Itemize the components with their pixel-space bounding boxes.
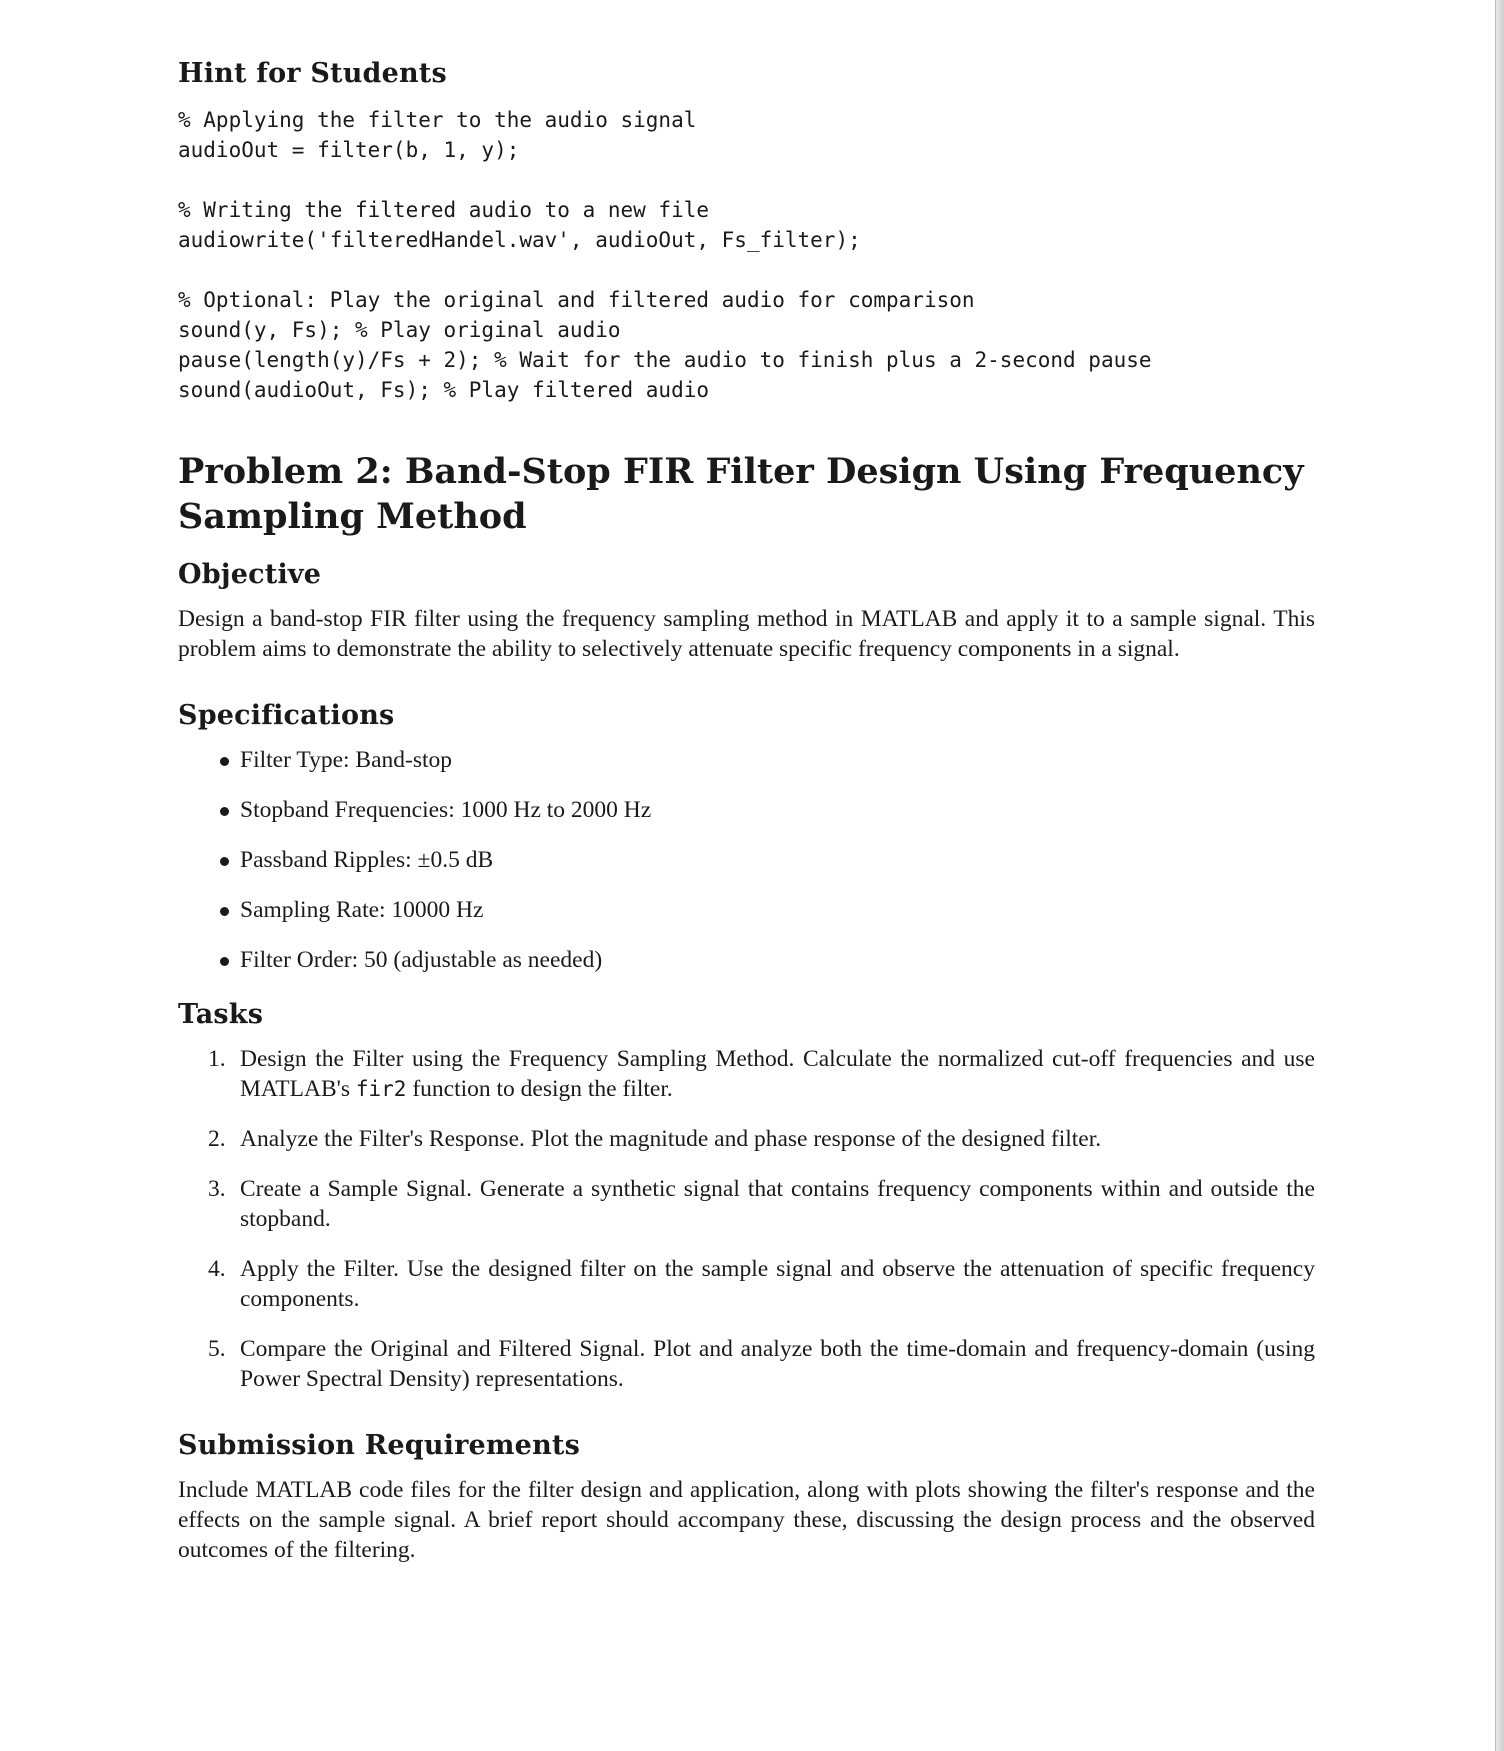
task-item: 1. Design the Filter using the Frequency Sampling Method. Calculate the normalized cut-off frequencies and use MATLAB's fir2 function to design the filter. — [208, 1046, 1315, 1103]
spec-item: Passband Ripples: ±0.5 dB — [178, 845, 1315, 875]
spec-item: Stopband Frequencies: 1000 Hz to 2000 Hz — [178, 795, 1315, 825]
task-item: 5. Compare the Original and Filtered Signal. Plot and analyze both the time-domain and frequency-domain (using Power Spectral Density) representations. — [208, 1336, 1315, 1393]
objective-text: Design a band-stop FIR filter using the frequency sampling method in MATLAB and apply it to a sample signal. This problem aims to demonstrate the ability to selectively attenuate specific frequency components in a signal. — [178, 606, 1315, 663]
hint-heading: Hint for Students — [178, 58, 447, 89]
bullet-icon — [220, 907, 229, 916]
page-content — [178, 56, 1315, 1565]
code-block-playback: % Optional: Play the original and filtered audio for comparison sound(y, Fs); % Play original audio pause(length(y)/Fs + 2); % Wait for the audio to finish plus a 2-second pause sound(audioOut, Fs); % Play filtered audio — [178, 288, 1152, 403]
problem-title: Problem 2: Band-Stop FIR Filter Design Using Frequency Sampling Method — [178, 451, 1304, 538]
specifications-heading: Specifications — [178, 700, 395, 732]
inline-code: fir2 — [355, 1077, 407, 1102]
spec-item: Filter Order: 50 (adjustable as needed) — [178, 945, 1315, 975]
bullet-icon — [220, 857, 229, 866]
submission-text: Include MATLAB code files for the filter design and application, along with plots showing the filter's response and the effects on the sample signal. A brief report should accompany these, discussing the design process and the observed outcomes of the filtering. — [178, 1477, 1315, 1564]
spec-item: Filter Type: Band-stop — [178, 745, 1315, 775]
submission-heading: Submission Requirements — [178, 1430, 580, 1462]
objective-heading: Objective — [178, 559, 322, 591]
code-block-filter: % Applying the filter to the audio signal audioOut = filter(b, 1, y); — [178, 108, 697, 163]
tasks-heading: Tasks — [178, 999, 264, 1031]
code-block-audiowrite: % Writing the filtered audio to a new file audiowrite('filteredHandel.wav', audioOut, Fs_filter); — [178, 198, 861, 253]
task-item: 2. Analyze the Filter's Response. Plot the magnitude and phase response of the designed filter. — [208, 1126, 1102, 1153]
specifications-list — [178, 745, 1315, 975]
bullet-icon — [220, 757, 229, 766]
bullet-icon — [220, 957, 229, 966]
page-edge — [1495, 0, 1504, 1751]
task-item: 4. Apply the Filter. Use the designed filter on the sample signal and observe the attenuation of specific frequency components. — [208, 1256, 1315, 1313]
tasks-list — [178, 1044, 1315, 1394]
bullet-icon — [220, 807, 229, 816]
task-item: 3. Create a Sample Signal. Generate a synthetic signal that contains frequency components within and outside the stopband. — [208, 1176, 1315, 1233]
spec-item: Sampling Rate: 10000 Hz — [178, 895, 1315, 925]
